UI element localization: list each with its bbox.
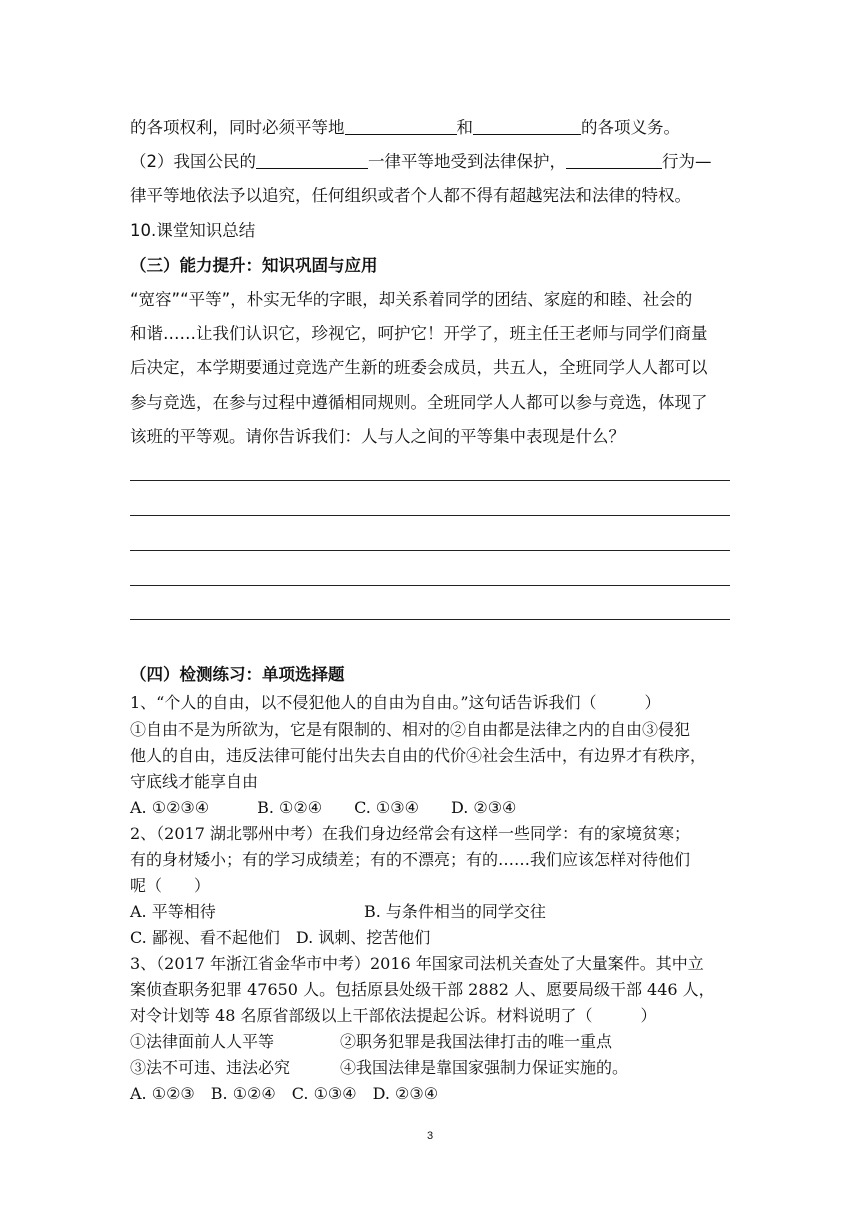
text: 行为— xyxy=(662,152,712,171)
q3-line: 案侦查职务犯罪 47650 人。包括原县处级干部 2882 人、愿要局级干部 446 人， xyxy=(130,980,715,999)
fill-blank[interactable] xyxy=(566,152,662,169)
answer-line[interactable] xyxy=(130,480,730,481)
text: （2）我国公民的 xyxy=(130,152,256,171)
text: 的各项义务。 xyxy=(581,118,680,137)
q2-line: 有的身材矮小；有的学习成绩差；有的不漂亮；有的……我们应该怎样对待他们 xyxy=(130,850,691,869)
page-number: 3 xyxy=(426,1130,434,1142)
paragraph-line: 参与竞选，在参与过程中遵循相同规则。全班同学人人都可以参与竞选，体现了 xyxy=(130,393,708,412)
q3-statement-2: ②职务犯罪是我国法律打击的唯一重点 xyxy=(340,1032,613,1051)
q3-statement-4: ④我国法律是靠国家强制力保证实施的。 xyxy=(340,1058,629,1077)
paragraph-line: 该班的平等观。请你告诉我们：人与人之间的平等集中表现是什么？ xyxy=(130,427,625,446)
answer-line[interactable] xyxy=(130,585,730,586)
fill-blank[interactable] xyxy=(256,152,368,169)
protection-line xyxy=(130,151,712,173)
text: 的各项权利，同时必须平等地 xyxy=(130,118,345,137)
text: 和 xyxy=(456,118,473,137)
text: 一律平等地受到法律保护， xyxy=(368,152,566,171)
ability-heading: （三）能力提升：知识巩固与应用 xyxy=(130,256,378,275)
q3-statement-3: ③法不可违、违法必究 xyxy=(130,1058,291,1077)
paragraph-line: 和谐……让我们认识它，珍视它，呵护它！开学了，班主任王老师与同学们商量 xyxy=(130,324,708,343)
answer-line[interactable] xyxy=(130,619,730,620)
q2-line: 呢（ ） xyxy=(130,876,211,895)
fill-blank[interactable] xyxy=(345,118,457,135)
q3-line: 对令计划等 48 名原省部级以上干部依法提起公诉。材料说明了（ ） xyxy=(130,1006,657,1025)
q3-stem: 3、（2017 年浙江省金华市中考）2016 年国家司法机关查处了大量案件。其中立 xyxy=(130,954,704,973)
answer-line[interactable] xyxy=(130,515,730,516)
q1-line: 守底线才能享自由 xyxy=(130,772,259,791)
q3-statement-1: ①法律面前人人平等 xyxy=(130,1032,275,1051)
q2-stem: 2、（2017 湖北鄂州中考）在我们身边经常会有这样一些同学：有的家境贫寒； xyxy=(130,824,690,843)
paragraph-line: 后决定，本学期要通过竞选产生新的班委会成员，共五人，全班同学人人都可以 xyxy=(130,358,708,377)
paragraph-line: “宽容”“平等”，朴实无华的字眼，却关系着同学的团结、家庭的和睦、社会的 xyxy=(130,290,693,309)
q3-options: A. ①②③ B. ①②④ C. ①③④ D. ②③④ xyxy=(130,1084,439,1103)
answer-line[interactable] xyxy=(130,550,730,551)
q2-option-b: B. 与条件相当的同学交往 xyxy=(364,902,546,921)
q1-options: A. ①②③④ B. ①②④ C. ①③④ D. ②③④ xyxy=(130,798,517,817)
privilege-line: 律平等地依法予以追究，任何组织或者个人都不得有超越宪法和法律的特权。 xyxy=(130,186,691,205)
rights-line xyxy=(130,117,680,139)
q1-stem: 1、“个人的自由，以不侵犯他人的自由为自由。”这句话告诉我们（ ） xyxy=(130,693,661,712)
item-10-heading: 10.课堂知识总结 xyxy=(130,221,256,240)
q1-line: 他人的自由，违反法律可能付出失去自由的代价④社会生活中，有边界才有秩序， xyxy=(130,746,707,765)
fill-blank[interactable] xyxy=(473,118,581,135)
q2-options-cd: C. 鄙视、看不起他们 D. 讽刺、挖苦他们 xyxy=(130,928,431,947)
q2-option-a: A. 平等相待 xyxy=(130,902,216,921)
q1-line: ①自由不是为所欲为，它是有限制的、相对的②自由都是法律之内的自由③侵犯 xyxy=(130,720,691,739)
test-heading: （四）检测练习：单项选择题 xyxy=(130,665,345,684)
